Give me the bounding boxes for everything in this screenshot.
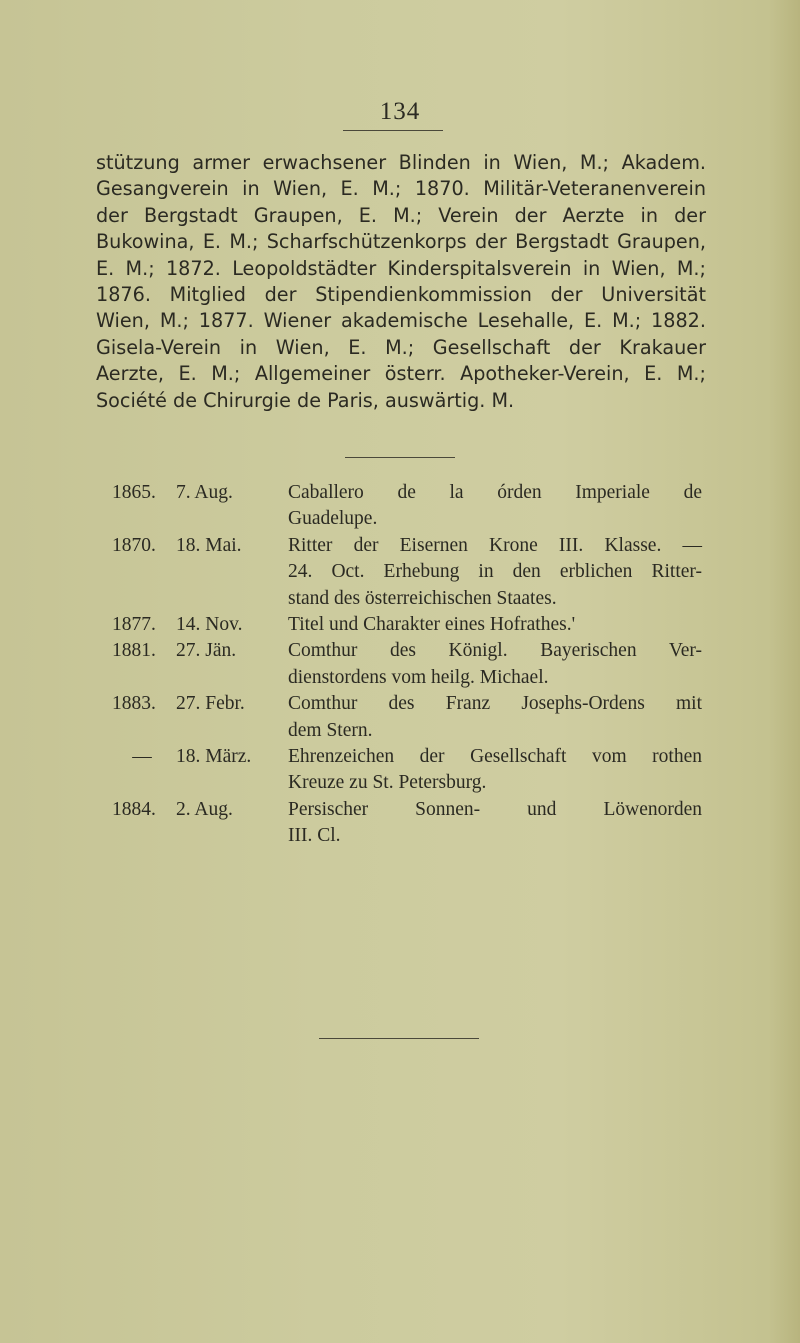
honour-date: 2. Aug.: [176, 798, 233, 820]
closing-rule: [319, 1038, 479, 1039]
honour-line: Kreuze zu St. Petersburg.: [288, 772, 487, 794]
honour-line: dienstordens vom heilg. Michael.: [288, 666, 549, 688]
honour-line: Persischer Sonnen- und Löwenorden: [288, 798, 702, 820]
honour-date: 14. Nov.: [176, 614, 243, 636]
honour-description: [288, 691, 702, 744]
honour-date: 7. Aug.: [176, 482, 233, 503]
intro-line: Gesangverein in Wien, E. M.; 1870. Militär-Veteranenverein: [96, 177, 706, 201]
intro-line: 1876. Mitglied der Stipendienkommission der Universität: [96, 283, 706, 307]
honour-description: [288, 533, 702, 612]
honour-line: III. Cl.: [288, 825, 341, 847]
honour-line: 24. Oct. Erhebung in den erblichen Ritter-: [288, 561, 702, 583]
intro-line: Wien, M.; 1877. Wiener akademische Lesehalle, E. M.; 1882.: [96, 309, 706, 333]
honour-description: [288, 638, 702, 691]
intro-line: stützung armer erwachsener Blinden in Wien, M.; Akadem.: [96, 151, 706, 174]
honour-description: [288, 744, 702, 797]
honour-date: 18. Mai.: [176, 534, 242, 556]
intro-line: Gisela-Verein in Wien, E. M.; Gesellschaft der Krakauer: [96, 335, 706, 359]
honour-year: 1877.: [112, 614, 156, 636]
honour-line: Guadelupe.: [288, 508, 378, 530]
honour-entry: [112, 744, 702, 797]
honour-entry: [112, 797, 702, 850]
intro-line: Bukowina, E. M.; Scharfschützenkorps der Bergstadt Graupen,: [96, 230, 706, 254]
honour-entry: [112, 480, 702, 533]
honour-entry: [112, 691, 702, 744]
honours-list: [112, 480, 702, 850]
honour-entry: [112, 533, 702, 612]
honour-line: Ehrenzeichen der Gesellschaft vom rothen: [288, 746, 702, 768]
honour-description: [288, 612, 702, 638]
honour-line: Comthur des Franz Josephs-Ordens mit: [288, 693, 702, 715]
intro-line: der Bergstadt Graupen, E. M.; Verein der Aerzte in der: [96, 203, 706, 227]
honour-line: Ritter der Eisernen Krone III. Klasse. —: [288, 534, 702, 556]
intro-paragraph: [96, 150, 706, 414]
honour-date: 27. Jän.: [176, 640, 237, 662]
honour-line: Titel und Charakter eines Hofrathes.': [288, 614, 576, 636]
honour-year: 1884.: [112, 798, 156, 820]
page-number-underline: [343, 130, 443, 131]
page-number: 134: [379, 98, 421, 125]
honour-line: dem Stern.: [288, 719, 373, 741]
honour-date: 27. Febr.: [176, 693, 245, 715]
honour-description: [288, 480, 702, 533]
honour-line: Caballero de la órden Imperiale de: [288, 482, 702, 503]
honour-line: stand des österreichischen Staates.: [288, 587, 557, 609]
intro-line: E. M.; 1872. Leopoldstädter Kinderspitalsverein in Wien, M.;: [96, 256, 706, 280]
honour-year: 1865.: [112, 482, 156, 503]
section-separator: [345, 457, 455, 458]
intro-line: Aerzte, E. M.; Allgemeiner österr. Apotheker-Verein, E. M.;: [96, 362, 706, 386]
honour-entry: [112, 638, 702, 691]
honour-date: 18. März.: [176, 746, 252, 768]
honour-description: [288, 797, 702, 850]
honour-year: 1870.: [112, 534, 156, 556]
intro-line: Société de Chirurgie de Paris, auswärtig. M.: [96, 388, 515, 412]
honour-year: 1883.: [112, 693, 156, 715]
honour-entry: [112, 612, 702, 638]
honour-year: 1881.: [112, 640, 156, 662]
honour-year: —: [132, 746, 152, 768]
honour-line: Comthur des Königl. Bayerischen Ver-: [288, 640, 702, 662]
